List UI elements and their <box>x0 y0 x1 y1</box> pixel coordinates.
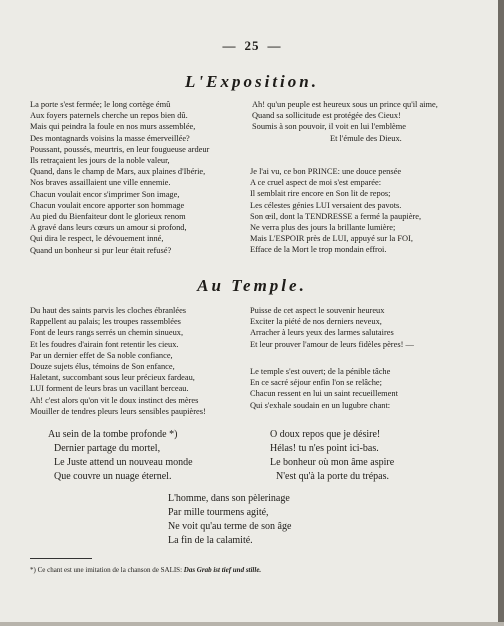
footnote <box>30 566 261 574</box>
verse-line: Des montagnards voisins la masse émerveillée? <box>30 133 190 143</box>
poem-stanza-left <box>48 428 193 484</box>
temple-right-column-b <box>250 366 398 411</box>
verse-line: Chacun ressent en lui un saint recueillement <box>250 389 398 399</box>
verse-line: Font de leurs rangs serrés un chemin sinueux, <box>30 328 184 338</box>
verse-line: Ne verra plus des jours la brillante lumière; <box>250 223 396 233</box>
poem-line: Ne voit qu'au terme de son âge <box>168 521 292 532</box>
page-edge-shadow <box>498 0 504 626</box>
page-number: 25 <box>244 38 260 53</box>
verse-line: Poussant, poussés, meurtris, en leur fougueuse ardeur <box>30 144 210 154</box>
poem-line: Le Juste attend un nouveau monde <box>54 457 193 468</box>
poem-stanza-right <box>270 428 394 484</box>
verse-line: Arracher à leurs yeux des larmes salutaires <box>250 328 394 338</box>
poem-line: Par mille tourmens agité, <box>168 507 269 518</box>
verse-line: Rappellent au palais; les troupes rassemblées <box>30 317 181 327</box>
verse-line: Et leur prouver l'amour de leurs fidèles pères! — <box>250 339 414 349</box>
poem-line: Hélas! tu n'es point ici-bas. <box>270 443 379 454</box>
verse-line: LUI forment de leurs bras un vacillant berceau. <box>30 384 189 394</box>
verse-line: Douze sujets élus, témoins de Son enfance, <box>30 362 175 372</box>
poem-stanza-center <box>168 492 291 548</box>
footnote-german-title: Das Grab ist tief und stille. <box>183 566 262 574</box>
verse-line: Qui s'exhale soudain en un lugubre chant: <box>250 400 391 410</box>
section-heading-temple: Au Temple. <box>197 276 307 295</box>
verse-line: En ce sacré séjour enfin l'on se relâche; <box>250 378 382 388</box>
verse-line: Il semblait rire encore en Son lit de repos; <box>250 189 391 199</box>
poem-line: La fin de la calamité. <box>168 535 253 546</box>
poem-line: L'homme, dans son pèlerinage <box>168 493 290 504</box>
verse-line: Puisse de cet aspect le souvenir heureux <box>250 306 385 315</box>
verse-line: A gravé dans leurs cœurs un amour si profond, <box>30 223 187 233</box>
verse-line-centered: Et l'émule des Dieux. <box>330 133 402 143</box>
poem-line: Dernier partage du mortel, <box>54 443 161 454</box>
verse-line: Et les foudres d'airain font retentir les cieux. <box>30 339 179 349</box>
verse-line: Haletant, succombant sous leur précieux fardeau, <box>30 373 195 383</box>
verse-line: Je l'ai vu, ce bon PRINCE: une douce pensée <box>250 167 402 176</box>
verse-line: Quand, dans le champ de Mars, aux plaines d'Ibérie, <box>30 167 206 177</box>
verse-line: A ce cruel aspect de moi s'est emparée: <box>250 178 382 188</box>
page-number-header <box>0 38 504 54</box>
page-number-left-dash: — <box>222 38 237 53</box>
exposition-left-column <box>30 99 209 256</box>
temple-left-column <box>30 305 206 417</box>
verse-line: La porte s'est fermée; le long cortège émû <box>30 100 171 109</box>
verse-line: Son œil, dont la TENDRESSE a fermé la paupière, <box>250 211 422 221</box>
poem-line: Le bonheur où mon âme aspire <box>270 457 395 468</box>
page-number-right-dash: — <box>267 38 282 53</box>
temple-right-column-a <box>250 305 414 350</box>
verse-line: Par un dernier effet de Sa noble confiance, <box>30 350 173 360</box>
section-heading-exposition: L'Exposition. <box>185 72 319 91</box>
exposition-right-column-a <box>252 99 438 144</box>
verse-line: Nos braves assaillaient une ville ennemie. <box>30 178 171 188</box>
exposition-right-column-b <box>250 166 421 256</box>
poem-line: N'est qu'à la porte du trépas. <box>276 471 390 482</box>
verse-line: Les célestes génies LUI versaient des pavots. <box>250 200 402 210</box>
poem-line: Au sein de la tombe profonde *) <box>48 429 178 440</box>
verse-line: Soumis à son pouvoir, il voit en lui l'emblème <box>252 122 407 132</box>
verse-line: Quand sa sollicitude est protégée des Cieux! <box>252 111 401 121</box>
poem-line: Que couvre un nuage éternel. <box>54 471 172 482</box>
verse-line: Au pied du Bienfaiteur dont le glorieux renom <box>30 212 186 222</box>
verse-line: Ah! c'est alors qu'on vit le doux instinct des mères <box>30 395 199 405</box>
verse-line: Ils retraçaient les jours de la noble valeur, <box>30 156 170 166</box>
verse-line: Aux foyers paternels cherche un repos bien dû. <box>30 111 188 121</box>
verse-line: Mais L'ESPOIR près de LUI, appuyé sur la FOI, <box>250 234 413 244</box>
verse-line: Le temple s'est ouvert; de la pénible tâche <box>250 367 391 376</box>
verse-line: Chacun voulait encor s'imprimer Son image, <box>30 189 180 199</box>
verse-line: Du haut des saints parvis les cloches ébranlées <box>30 306 187 315</box>
poem-line: O doux repos que je désire! <box>270 429 381 440</box>
verse-line: Mouiller de tendres pleurs leurs sensibles paupières! <box>30 406 206 416</box>
verse-line: Quand un bonheur si pur leur était refusé? <box>30 245 172 255</box>
verse-line: Efface de la Mort le trop mondain effroi. <box>250 245 387 255</box>
verse-line: Qui dira le respect, le dévouement inné, <box>30 234 164 244</box>
footnote-text: *) Ce chant est une imitation de la chanson de SALIS: <box>30 566 183 574</box>
page-bottom-edge <box>0 622 504 626</box>
verse-line: Ah! qu'un peuple est heureux sous un prince qu'il aime, <box>252 100 438 109</box>
verse-line: Chacun voulait encore apporter son hommage <box>30 200 185 210</box>
footnote-rule <box>30 558 92 559</box>
verse-line: Mais qui peindra la foule en nos murs assemblée, <box>30 122 196 132</box>
verse-line: Exciter la piété de nos derniers neveux, <box>250 317 382 327</box>
